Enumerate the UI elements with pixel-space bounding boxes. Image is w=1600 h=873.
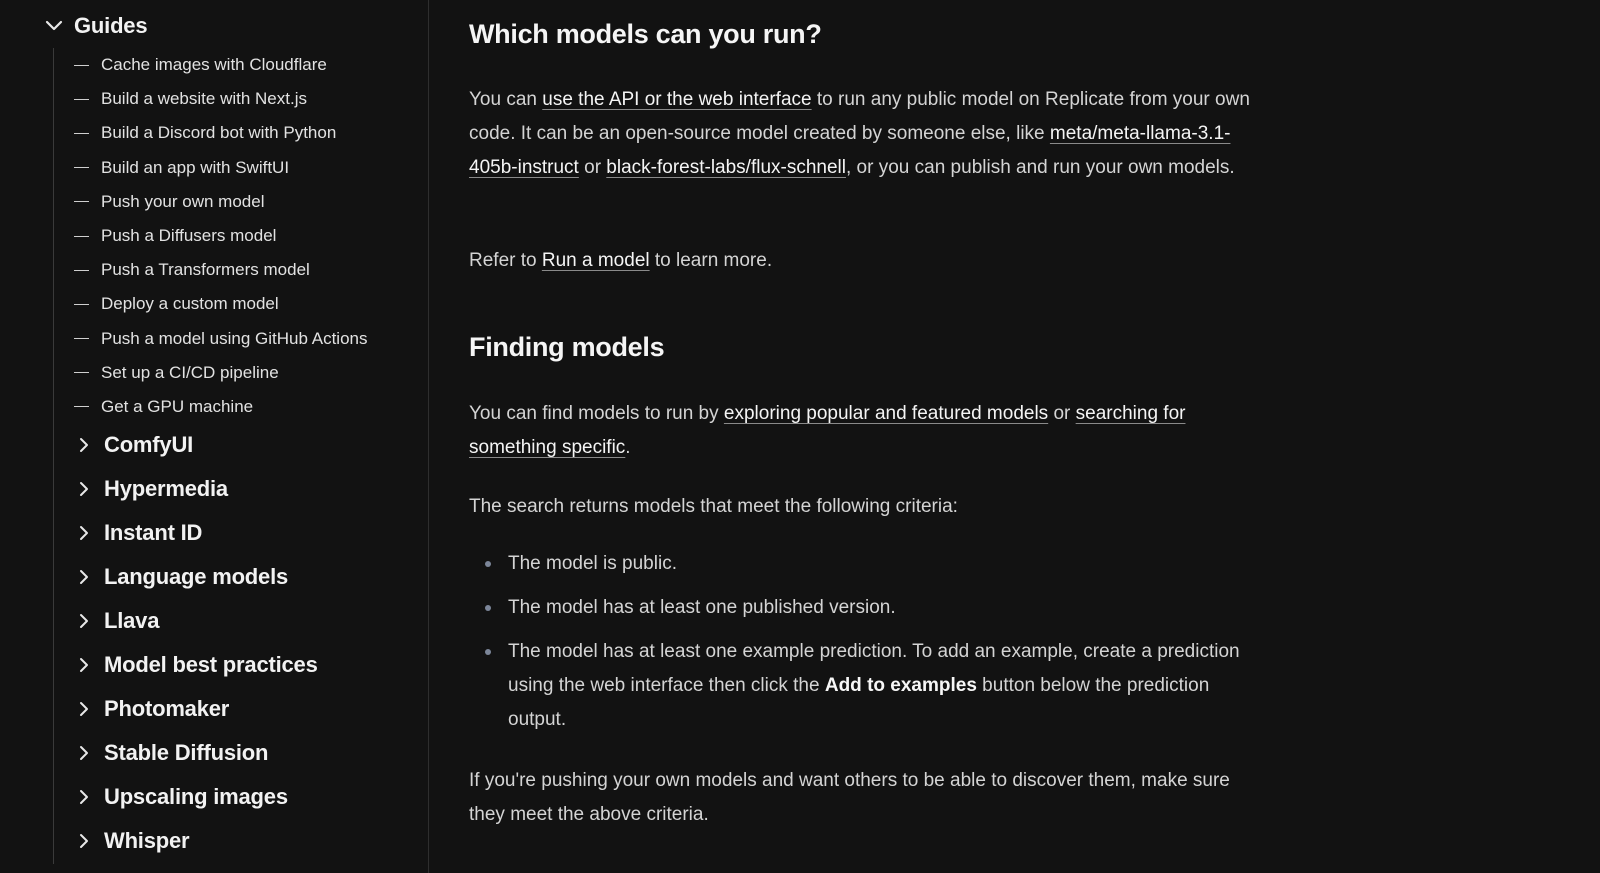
sidebar-section-stable-diffusion[interactable] — [74, 731, 318, 775]
sidebar-item-label: Get a GPU machine — [101, 396, 254, 416]
dash-icon — [74, 133, 89, 134]
sidebar-section-instant-id[interactable] — [74, 511, 318, 555]
dash-icon — [74, 406, 89, 407]
sidebar-item-label: Set up a CI/CD pipeline — [101, 362, 279, 382]
dash-icon — [74, 65, 89, 66]
text: Refer to — [469, 250, 542, 271]
paragraph-run-models — [469, 83, 1259, 185]
sidebar-item-build-an-app-with-swiftui[interactable] — [74, 151, 367, 185]
link-api-web-interface[interactable]: use the API or the web interface — [542, 89, 812, 110]
sidebar-item-push-a-diffusers-model[interactable] — [74, 219, 367, 253]
link-flux-schnell[interactable]: black-forest-labs/flux-schnell — [606, 157, 846, 178]
sidebar-section-label: Photomaker — [104, 696, 230, 721]
sidebar-group-title: Guides — [74, 13, 148, 38]
sidebar-section-upscaling-images[interactable] — [74, 775, 318, 819]
paragraph-refer — [469, 244, 1259, 278]
sidebar-item-get-a-gpu-machine[interactable] — [74, 390, 367, 424]
text: button below the prediction output. — [508, 675, 1210, 730]
sidebar-section-label: ComfyUI — [104, 432, 194, 457]
list-item — [469, 635, 1259, 737]
sidebar-section-label: Whisper — [104, 828, 190, 853]
heading-finding-models: Finding models — [469, 332, 665, 362]
sidebar-item-label: Build a Discord bot with Python — [101, 123, 337, 143]
sidebar-item-set-up-ci-cd-pipeline[interactable] — [74, 356, 367, 390]
heading-which-models: Which models can you run? — [469, 19, 822, 49]
sidebar-nav — [0, 0, 429, 873]
sidebar-item-push-a-transformers-model[interactable] — [74, 253, 367, 287]
text: or — [1048, 403, 1076, 424]
sidebar-item-build-a-website-with-nextjs[interactable] — [74, 82, 367, 116]
sidebar-sections — [74, 423, 318, 863]
list-item — [469, 547, 1259, 581]
sidebar-section-label: Upscaling images — [104, 784, 288, 809]
text: . — [625, 437, 631, 458]
sidebar-section-label: Stable Diffusion — [104, 740, 269, 765]
chevron-right-icon — [74, 699, 94, 719]
chevron-right-icon — [74, 655, 94, 675]
sidebar-item-push-a-model-using-github-actions[interactable] — [74, 322, 367, 356]
link-meta-llama[interactable]: meta/meta-llama-3.1-405b-instruct — [469, 123, 1231, 178]
sidebar-item-build-a-discord-bot[interactable] — [74, 116, 367, 150]
text: or — [578, 157, 607, 178]
dash-icon — [74, 338, 89, 339]
chevron-right-icon — [74, 743, 94, 763]
link-search-models[interactable]: searching for something specific — [469, 403, 1186, 458]
sidebar-item-push-your-own-model[interactable] — [74, 185, 367, 219]
chevron-right-icon — [74, 567, 94, 587]
chevron-right-icon — [74, 523, 94, 543]
sidebar-item-label: Push a model using GitHub Actions — [101, 328, 368, 348]
sidebar-section-label: Hypermedia — [104, 476, 228, 501]
sidebar-section-comfyui[interactable] — [74, 423, 318, 467]
text: to learn more. — [649, 250, 773, 271]
text: You can — [469, 89, 543, 110]
paragraph-find-models — [469, 397, 1259, 465]
sidebar-item-label: Push your own model — [101, 191, 265, 211]
link-run-a-model[interactable]: Run a model — [541, 250, 650, 271]
sidebar-item-cache-images-with-cloudflare[interactable] — [74, 48, 367, 82]
text: You can find models to run by — [469, 403, 724, 424]
paragraph-pushing-models: If you're pushing your own models and want others to be able to discover them, make sure they meet the above criteria. — [469, 770, 1230, 825]
text: , or you can publish and run your own models. — [846, 157, 1235, 178]
dash-icon — [74, 304, 89, 305]
paragraph-search-criteria: The search returns models that meet the following criteria: — [469, 496, 958, 517]
sidebar-section-label: Llava — [104, 608, 160, 633]
dash-icon — [74, 372, 89, 373]
text: to run any public model on Replicate from your own code. It can be an open-source model created by someone else, like — [469, 89, 1250, 144]
text: The model is public. — [508, 553, 677, 574]
link-explore-models[interactable]: exploring popular and featured models — [723, 403, 1049, 424]
sidebar-item-deploy-a-custom-model[interactable] — [74, 287, 367, 321]
sidebar-section-language-models[interactable] — [74, 555, 318, 599]
text: The model has at least one example prediction. To add an example, create a prediction using the web interface then click the — [508, 641, 1240, 696]
dash-icon — [74, 167, 89, 168]
bullet-icon — [485, 605, 491, 611]
sidebar-section-llava[interactable] — [74, 599, 318, 643]
chevron-down-icon — [42, 14, 66, 38]
sidebar-section-photomaker[interactable] — [74, 687, 318, 731]
sidebar-item-label: Build a website with Next.js — [101, 89, 307, 109]
dash-icon — [74, 201, 89, 202]
sidebar-section-whisper[interactable] — [74, 819, 318, 863]
dash-icon — [74, 99, 89, 100]
chevron-right-icon — [74, 831, 94, 851]
sidebar-item-label: Push a Diffusers model — [101, 226, 277, 246]
criteria-list — [469, 547, 1259, 747]
sidebar-section-label: Model best practices — [104, 652, 318, 677]
sidebar-section-label: Instant ID — [104, 520, 203, 545]
guides-list — [74, 48, 367, 424]
text: The model has at least one published version. — [508, 597, 896, 618]
dash-icon — [74, 236, 89, 237]
sidebar-item-label: Deploy a custom model — [101, 294, 279, 314]
bullet-icon — [485, 561, 491, 567]
bullet-icon — [485, 649, 491, 655]
sidebar-section-label: Language models — [104, 564, 289, 589]
sidebar-group-guides[interactable] — [42, 8, 147, 44]
sidebar-item-label: Push a Transformers model — [101, 260, 310, 280]
tree-line — [53, 48, 54, 864]
sidebar-item-label: Build an app with SwiftUI — [101, 157, 290, 177]
sidebar-item-label: Cache images with Cloudflare — [101, 55, 327, 75]
sidebar-section-hypermedia[interactable] — [74, 467, 318, 511]
sidebar-section-model-best-practices[interactable] — [74, 643, 318, 687]
chevron-right-icon — [74, 611, 94, 631]
chevron-right-icon — [74, 479, 94, 499]
list-item — [469, 591, 1259, 625]
chevron-right-icon — [74, 435, 94, 455]
chevron-right-icon — [74, 787, 94, 807]
bold-add-to-examples: Add to examples — [824, 675, 977, 696]
dash-icon — [74, 270, 89, 271]
